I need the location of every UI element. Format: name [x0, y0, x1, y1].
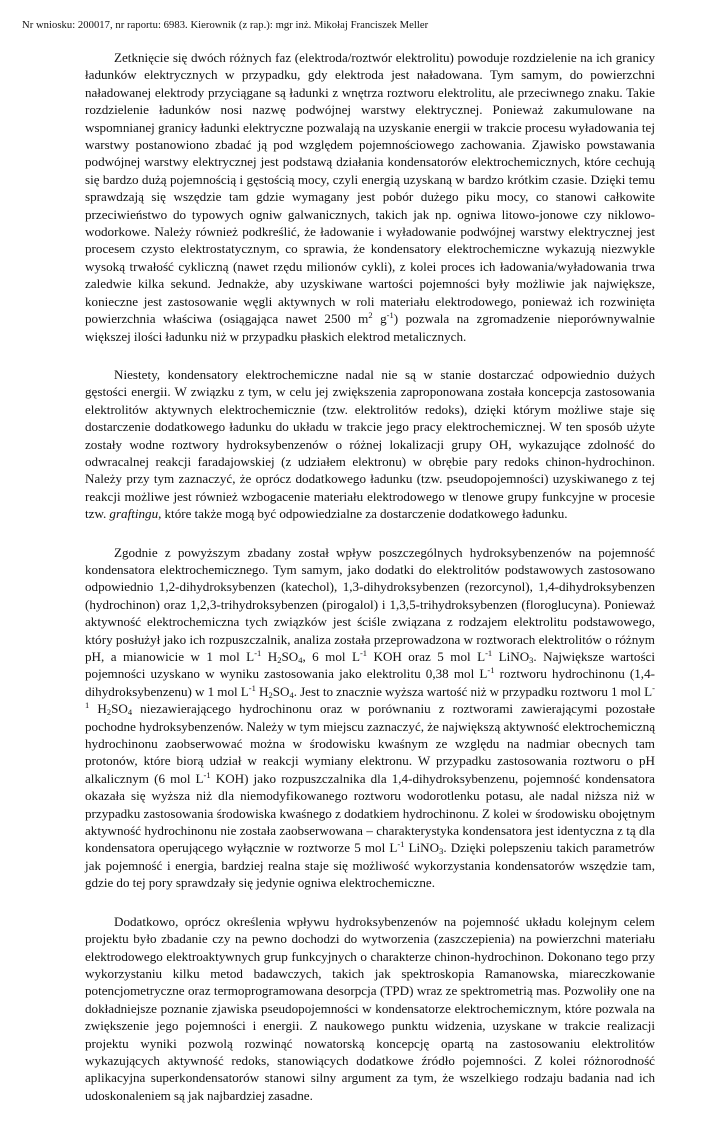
superscript: -1 — [248, 682, 256, 693]
text-run: KOH) jako rozpuszczalnika dla 1,4-dihydroksybenzenu, pojemność kondensatora okazała się wyższa niż dla niemodyfikowanego roztworu wodorotlenku potasu, ale nadal niższa niż w przypadku zastosowania środowiska kwaśnego z dodatkiem hydrochinonu. Z kolei w środowisku obojętnym aktywność hydrochinonu nie została zaobserwowana – charakterystyka kondensatora jest identyczna z tą dla kondensatora operującego wyłącznie w roztworze 5 mol L — [85, 770, 655, 856]
text-run: SO — [272, 683, 290, 699]
text-run: roztworu hydrochinonu (1,4-dihydroksybenzenu) w 1 mol L — [85, 666, 655, 699]
text-run: H — [89, 701, 107, 717]
text-run: LiNO — [404, 840, 440, 856]
paragraph — [85, 49, 655, 345]
paragraph — [85, 544, 655, 892]
text-run: , 6 mol L — [302, 649, 360, 664]
subscript: 3 — [529, 655, 534, 665]
text-run: . Największe wartości pojemności uzyskano w wyniku zastosowania jako elektrolitu 0,38 mol L — [85, 649, 656, 682]
text-run: H — [261, 649, 278, 664]
italic-term: graftingu — [109, 506, 159, 522]
text-run: SO — [281, 649, 299, 664]
text-run: Dodatkowo, oprócz określenia wpływu hydroksybenzenów na pojemność układu kolejnym celem projektu było zbadanie czy na pewno dochodzi do wytworzenia (zaszczepienia) na powierzchni materiału elektrodowego elektroaktywnych grup funkcyjnych o charakterze chinon-hydrochinon. Dokonano tego przy wykorzystaniu kilku metod badawczych, takich jak spektroskopia Ramanowska, miareczkowanie potencjometryczne oraz termoprogramowana desorpcja (TPD) wraz ze spektrometrią mas. Pozwoliły one na dokładniejsze poznanie zjawiska pseudopojemności w kondensatorze elektrochemicznym, które pozwala na zwiększenie jego pojemności i energii. Z naukowego punktu widzenia, uzyskane w trakcie realizacji projektu wyniki pozwolą rozwinąć nowatorską koncepcję opartą na zastosowaniu elektrolitów wykazujących aktywność redoks, stanowiących dodatkowe źródło pojemności. Z kolei różnorodność aplikacyjna superkondensatorów stanowi silny argument za tym, że wszelkiego rodzaju badania nad ich udoskonaleniem są jak najbardziej zasadne. — [85, 913, 655, 1103]
subscript: 4 — [127, 707, 133, 718]
subscript: 2 — [106, 707, 112, 718]
superscript: -1 — [359, 648, 368, 658]
text-run: g — [372, 311, 387, 327]
text-run: ) pozwala na zgromadzenie nieporównywalnie większej ilości ładunku niż w przypadku płaskich elektrod metalicznych. — [85, 311, 655, 344]
text-run: SO — [111, 701, 128, 717]
superscript: -1 — [85, 682, 656, 711]
paragraph — [85, 366, 655, 523]
text-run: Niestety, kondensatory elektrochemiczne nadal nie są w stanie dostarczać odpowiednio dużych gęstości energii. W związku z tym, w celu jej zwiększenia zaproponowana została koncepcja zastosowania elektrolitów aktywnych elektrochemicznie (tzw. elektrolitów redoks), dzięki którym możliwe staje się dostarczenie dodatkowego ładunku do układu w trakcie jego pracy elektrochemicznej. W ten sposób użyte zostały wodne roztwory hydroksybenzenów o różnej lokalizacji grupy OH, wykazujące zdolność do odwracalnej reakcji faradajowskiej (z udziałem elektronu) w obrębie pary redoks chinon-hydrochinon. Należy przy tym zaznaczyć, że oprócz dodatkowego ładunku (tzw. pseudopojemności) uzyskiwanego z tej reakcji możliwe jest również wzbogacenie materiału elektrodowego w tlenowe grupy funkcyjne w procesie tzw. — [85, 366, 655, 522]
text-run: H — [255, 683, 269, 699]
superscript: 2 — [368, 310, 373, 321]
subscript: 2 — [277, 655, 282, 665]
subscript: 4 — [298, 655, 303, 665]
text-run: KOH oraz 5 mol L — [367, 649, 486, 664]
text-run: Zgodnie z powyższym zbadany został wpływ poszczególnych hydroksybenzenów na pojemność kondensatora elektrochemicznego. Tym samym, jako dodatki do elektrolitów podstawowych zastosowano odpowiednio 1,2-dihydroksybenzen (katechol), 1,3-dihydroksybenzen (rezorcynol), 1,4-dihydroksybenzen (hydrochinon) oraz 1,2,3-trihydroksybenzen (pirogalol) i 1,3,5-trihydroksybenzen (floroglucyna). Ponieważ aktywność elektrochemiczna tych związków jest ściśle związana z rodzajem elektrolitu podstawowego, który posłużył jako ich rozpuszczalnik, analiza została przeprowadzona w roztworach elektrolitów o różnym pH, a mianowicie w 1 mol L — [85, 544, 655, 664]
text-run: . Dzięki polepszeniu takich parametrów jak pojemność i energia, bardziej realna staje się możliwość wykorzystania kondensatorów wszędzie tam, gdzie do tej pory sprawdzały się jedynie ogniwa elektrochemiczne. — [85, 840, 655, 891]
subscript: 2 — [268, 689, 273, 700]
subscript: 3 — [439, 846, 444, 857]
text-run: Zetknięcie się dwóch różnych faz (elektroda/roztwór elektrolitu) powoduje rozdzielenie na ich granicy ładunków elektrycznych w przypadku, gdy elektroda jest naładowana. Tym samym, do powierzchni naładowanej elektrody przyciągane są ładunki z wnętrza roztworu elektrolitu, ale przeciwnego znaku. Takie rozdzielenie ładunków nosi nazwę podwójnej warstwy elektrycznej. Ponieważ zakumulowane na wspomnianej granicy ładunki elektryczne pozwalają na uzyskanie energii w trakcie procesu wyładowania tej warstwy postanowiono zbadać ją pod względem pojemnościowego zachowania. Zjawisko powstawania podwójnej warstwy elektrycznej jest podstawą działania kondensatorów elektrochemicznych, które cechują się bardzo dużą pojemnością i gęstością mocy, czyli energią uzyskaną w bardzo krótkim czasie. Dzięki temu sprawdzają się wszędzie tam gdzie wymagany jest pobór dużego piku mocy, co stanowi całkowite przeciwieństwo do typowych ogniw galwanicznych, takich jak np. ogniwa litowo-jonowe czy niklowo-wodorkowe. Należy również podkreślić, że ładowanie i wyładowanie podwójnej warstwy elektrycznej jest procesem czysto elektrostatycznym, co sprawia, że kondensatory elektrochemiczne wykazują niezwykle wysoką trwałość cykliczną (nawet rzędu milionów cykli), z kolei proces ich ładowania/wyładowania trwa zaledwie kilka sekund. Jednakże, aby uzyskiwane wartości pojemności były możliwie jak największe, konieczne jest zastosowanie węgli aktywnych w roli materiału elektrodowego, ponieważ ich rozwinięta powierzchnia właściwa (osiągająca nawet 2500 m — [85, 50, 655, 327]
superscript: -1 — [203, 769, 211, 780]
superscript: -1 — [487, 665, 495, 676]
paragraph — [85, 913, 655, 1104]
subscript: 4 — [289, 689, 294, 700]
superscript: -1 — [397, 839, 405, 850]
superscript: -1 — [386, 310, 394, 321]
text-run: LiNO — [492, 649, 530, 664]
text-run: . Jest to znacznie wyższa wartość niż w przypadku roztworu 1 mol L — [293, 683, 653, 699]
text-run: , które także mogą być odpowiedzialne za dostarczenie dodatkowego ładunku. — [158, 506, 568, 522]
text-run: niezawierającego hydrochinonu oraz w porównaniu z roztworami zawierającymi pozostałe pochodne hydroksybenzenów. Należy w tym miejscu zaznaczyć, że największą aktywność elektrochemiczną hydrochinonu zaobserwować można w środowisku kwaśnym ze względu na nadmiar obecnych tam protonów, które biorą udział w reakcji wymiany elektronu. W przypadku zastosowania roztworu o pH alkalicznym (6 mol L — [85, 701, 656, 786]
superscript: -1 — [254, 648, 262, 658]
document-body — [85, 49, 655, 1125]
report-header: Nr wniosku: 200017, nr raportu: 6983. Kierownik (z rap.): mgr inż. Mikołaj Franciszek Meller — [22, 20, 429, 31]
superscript: -1 — [485, 648, 493, 658]
